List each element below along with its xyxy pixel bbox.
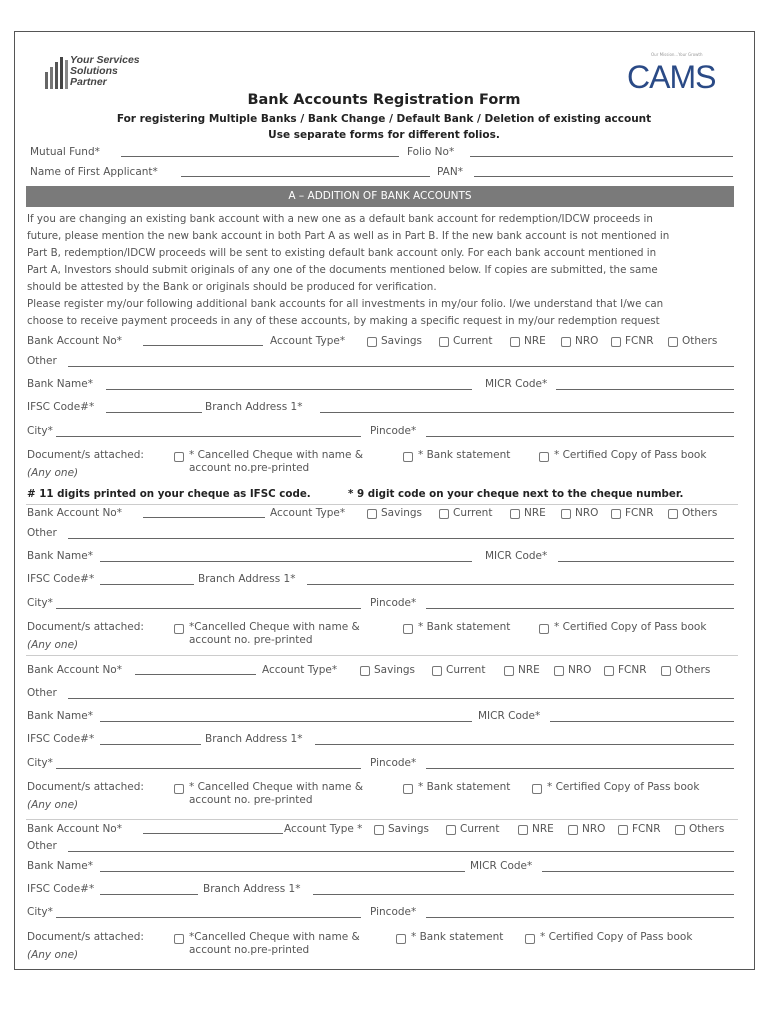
nre-checkbox[interactable] — [510, 337, 520, 347]
other-field[interactable] — [68, 851, 734, 852]
cancelled-cheque-label: *Cancelled Cheque with name & account no.pre-printed — [189, 931, 360, 956]
form-subtitle: For registering Multiple Banks / Bank Change / Default Bank / Deletion of existing account — [116, 113, 652, 125]
branch-address-field[interactable] — [307, 584, 734, 585]
bank-statement-label: * Bank statement — [418, 449, 511, 461]
branch-address-field[interactable] — [320, 412, 734, 413]
savings-label: Savings — [388, 823, 430, 835]
city-label: City* — [27, 757, 53, 769]
bank-account-no-label: Bank Account No* — [27, 823, 122, 835]
micr-code-field[interactable] — [550, 721, 734, 722]
first-applicant-field[interactable] — [181, 176, 430, 177]
bank-name-field[interactable] — [100, 871, 465, 872]
bank-account-no-label: Bank Account No* — [27, 664, 122, 676]
any-one-label: (Any one) — [27, 467, 79, 479]
cams-tagline: Our Mission...Your Growth — [651, 52, 703, 57]
cancelled-cheque-label: * Cancelled Cheque with name & account no.pre-printed — [189, 449, 364, 474]
bank-account-no-field[interactable] — [143, 345, 263, 346]
account-type-label: Account Type* — [262, 664, 338, 676]
bank-statement-label: * Bank statement — [418, 621, 511, 633]
micr-code-field[interactable] — [556, 389, 734, 390]
ifsc-code-label: IFSC Code#* — [27, 401, 95, 413]
pincode-field[interactable] — [426, 768, 734, 769]
city-field[interactable] — [56, 768, 361, 769]
ifsc-code-field[interactable] — [100, 744, 201, 745]
branch-address-label: Branch Address 1* — [205, 733, 303, 745]
cancelled-cheque-checkbox[interactable] — [174, 452, 184, 462]
bank-account-no-label: Bank Account No* — [27, 507, 122, 519]
bank-account-no-field[interactable] — [135, 674, 256, 675]
current-label: Current — [453, 335, 493, 347]
fcnr-checkbox[interactable] — [611, 337, 621, 347]
current-checkbox[interactable] — [432, 666, 442, 676]
folio-no-label: Folio No* — [407, 146, 455, 158]
other-field[interactable] — [68, 366, 734, 367]
mutual-fund-label: Mutual Fund* — [30, 146, 100, 158]
pincode-label: Pincode* — [370, 597, 417, 609]
documents-label: Document/s attached: — [27, 781, 144, 793]
nro-label: NRO — [575, 507, 599, 519]
form-title: Bank Accounts Registration Form — [247, 92, 521, 108]
form-subtitle-folios: Use separate forms for different folios. — [268, 129, 500, 141]
section-a-instructions: If you are changing an existing bank account with a new one as a default bank account for redemption/IDCW proceeds in future, please mention the new bank account in both Part A as well as in Part B. If the new bank account is not mentioned in Part B, redemption/IDCW proceeds will be sent to existing default bank account only. For each bank account mentioned in Part A, Investors should submit originals of any one of the documents mentioned below. If copies are submitted, the same should be attested by the Bank or originals should be produced for verification. Please register my/our following additional bank accounts for all investments in my/our folio. I/we understand that I/we can choose to receive payment proceeds in any of these accounts, by making a specific request in my/our redemption request — [27, 213, 670, 327]
others-checkbox[interactable] — [675, 825, 685, 835]
cancelled-cheque-label: * Cancelled Cheque with name & account no. pre-printed — [189, 781, 364, 806]
passbook-checkbox[interactable] — [532, 784, 542, 794]
passbook-checkbox[interactable] — [539, 452, 549, 462]
bank-name-label: Bank Name* — [27, 550, 93, 562]
bank-statement-checkbox[interactable] — [403, 452, 413, 462]
fcnr-checkbox[interactable] — [604, 666, 614, 676]
ifsc-code-field[interactable] — [100, 894, 198, 895]
section-a-banner: A – ADDITION OF BANK ACCOUNTS — [26, 186, 734, 207]
passbook-label: * Certified Copy of Pass book — [547, 781, 700, 793]
cancelled-cheque-label: *Cancelled Cheque with name & account no. pre-printed — [189, 621, 360, 646]
bank-statement-checkbox[interactable] — [403, 624, 413, 634]
other-label: Other — [27, 840, 57, 852]
bar-chart-logo-icon — [43, 55, 69, 91]
ifsc-code-label: IFSC Code#* — [27, 733, 95, 745]
pincode-field[interactable] — [426, 917, 734, 918]
fcnr-label: FCNR — [625, 335, 654, 347]
passbook-label: * Certified Copy of Pass book — [554, 449, 707, 461]
city-label: City* — [27, 597, 53, 609]
pan-label: PAN* — [437, 166, 463, 178]
others-label: Others — [682, 507, 718, 519]
folio-no-field[interactable] — [470, 156, 733, 157]
nre-label: NRE — [518, 664, 540, 676]
bank-name-field[interactable] — [100, 721, 472, 722]
fcnr-label: FCNR — [632, 823, 661, 835]
nre-checkbox[interactable] — [518, 825, 528, 835]
nro-checkbox[interactable] — [568, 825, 578, 835]
nro-checkbox[interactable] — [561, 509, 571, 519]
block-divider — [26, 819, 738, 820]
documents-label: Document/s attached: — [27, 449, 144, 461]
partner-logo — [43, 55, 163, 91]
bank-statement-label: * Bank statement — [418, 781, 511, 793]
savings-checkbox[interactable] — [374, 825, 384, 835]
passbook-label: * Certified Copy of Pass book — [554, 621, 707, 633]
fcnr-label: FCNR — [618, 664, 647, 676]
city-field[interactable] — [56, 608, 361, 609]
any-one-label: (Any one) — [27, 799, 79, 811]
any-one-label: (Any one) — [27, 639, 79, 651]
other-label: Other — [27, 355, 57, 367]
others-label: Others — [682, 335, 718, 347]
fcnr-label: FCNR — [625, 507, 654, 519]
branch-address-label: Branch Address 1* — [205, 401, 303, 413]
nro-label: NRO — [575, 335, 599, 347]
current-label: Current — [460, 823, 500, 835]
pincode-label: Pincode* — [370, 906, 417, 918]
branch-address-label: Branch Address 1* — [198, 573, 296, 585]
bank-statement-checkbox[interactable] — [403, 784, 413, 794]
mutual-fund-field[interactable] — [121, 156, 399, 157]
block-divider — [26, 655, 738, 656]
cancelled-cheque-checkbox[interactable] — [174, 784, 184, 794]
others-label: Others — [689, 823, 725, 835]
fcnr-checkbox[interactable] — [618, 825, 628, 835]
micr-code-field[interactable] — [542, 871, 734, 872]
nro-checkbox[interactable] — [554, 666, 564, 676]
savings-checkbox[interactable] — [367, 337, 377, 347]
city-field[interactable] — [56, 917, 361, 918]
other-label: Other — [27, 687, 57, 699]
current-label: Current — [453, 507, 493, 519]
bank-name-label: Bank Name* — [27, 378, 93, 390]
passbook-checkbox[interactable] — [525, 934, 535, 944]
current-label: Current — [446, 664, 486, 676]
ifsc-code-label: IFSC Code#* — [27, 883, 95, 895]
nro-label: NRO — [568, 664, 592, 676]
micr-code-label: MICR Code* — [485, 550, 548, 562]
bank-name-label: Bank Name* — [27, 710, 93, 722]
ifsc-code-label: IFSC Code#* — [27, 573, 95, 585]
first-applicant-label: Name of First Applicant* — [30, 166, 158, 178]
account-type-label: Account Type* — [270, 335, 346, 347]
others-label: Others — [675, 664, 711, 676]
nre-label: NRE — [532, 823, 554, 835]
passbook-label: * Certified Copy of Pass book — [540, 931, 693, 943]
micr-code-label: MICR Code* — [478, 710, 541, 722]
savings-label: Savings — [374, 664, 416, 676]
micr-code-label: MICR Code* — [470, 860, 533, 872]
bank-name-field[interactable] — [106, 389, 472, 390]
cancelled-cheque-checkbox[interactable] — [174, 934, 184, 944]
micr-code-label: MICR Code* — [485, 378, 548, 390]
other-field[interactable] — [68, 698, 734, 699]
any-one-label: (Any one) — [27, 949, 79, 961]
current-checkbox[interactable] — [439, 509, 449, 519]
bank-statement-label: * Bank statement — [411, 931, 504, 943]
savings-label: Savings — [381, 507, 423, 519]
cams-logo — [626, 57, 738, 93]
fcnr-checkbox[interactable] — [611, 509, 621, 519]
others-checkbox[interactable] — [661, 666, 671, 676]
nre-checkbox[interactable] — [510, 509, 520, 519]
ifsc-code-field[interactable] — [100, 584, 194, 585]
savings-label: Savings — [381, 335, 423, 347]
branch-address-label: Branch Address 1* — [203, 883, 301, 895]
others-checkbox[interactable] — [668, 337, 678, 347]
savings-checkbox[interactable] — [360, 666, 370, 676]
pincode-field[interactable] — [426, 436, 734, 437]
micr-note: * 9 digit code on your cheque next to the cheque number. — [348, 488, 684, 500]
partner-tagline: Your Services Solutions Partner — [70, 54, 140, 88]
nre-label: NRE — [524, 335, 546, 347]
city-label: City* — [27, 425, 53, 437]
bank-statement-checkbox[interactable] — [396, 934, 406, 944]
current-checkbox[interactable] — [446, 825, 456, 835]
pan-field[interactable] — [474, 176, 733, 177]
bank-account-no-label: Bank Account No* — [27, 335, 122, 347]
account-type-label: Account Type * — [284, 823, 363, 835]
bank-account-no-field[interactable] — [143, 517, 265, 518]
pincode-label: Pincode* — [370, 425, 417, 437]
nre-label: NRE — [524, 507, 546, 519]
nro-label: NRO — [582, 823, 606, 835]
branch-address-field[interactable] — [313, 894, 734, 895]
other-label: Other — [27, 527, 57, 539]
micr-code-field[interactable] — [558, 561, 734, 562]
current-checkbox[interactable] — [439, 337, 449, 347]
ifsc-note: # 11 digits printed on your cheque as IFSC code. — [27, 488, 311, 500]
city-label: City* — [27, 906, 53, 918]
bank-name-label: Bank Name* — [27, 860, 93, 872]
ifsc-code-field[interactable] — [106, 412, 202, 413]
nro-checkbox[interactable] — [561, 337, 571, 347]
city-field[interactable] — [56, 436, 361, 437]
documents-label: Document/s attached: — [27, 621, 144, 633]
documents-label: Document/s attached: — [27, 931, 144, 943]
passbook-checkbox[interactable] — [539, 624, 549, 634]
cams-logo-text: CAMS — [627, 59, 716, 93]
cancelled-cheque-checkbox[interactable] — [174, 624, 184, 634]
pincode-label: Pincode* — [370, 757, 417, 769]
account-type-label: Account Type* — [270, 507, 346, 519]
block-divider — [26, 504, 738, 505]
bank-account-no-field[interactable] — [143, 833, 283, 834]
savings-checkbox[interactable] — [367, 509, 377, 519]
other-field[interactable] — [68, 538, 734, 539]
pincode-field[interactable] — [426, 608, 734, 609]
others-checkbox[interactable] — [668, 509, 678, 519]
branch-address-field[interactable] — [315, 744, 734, 745]
nre-checkbox[interactable] — [504, 666, 514, 676]
bank-name-field[interactable] — [100, 561, 472, 562]
